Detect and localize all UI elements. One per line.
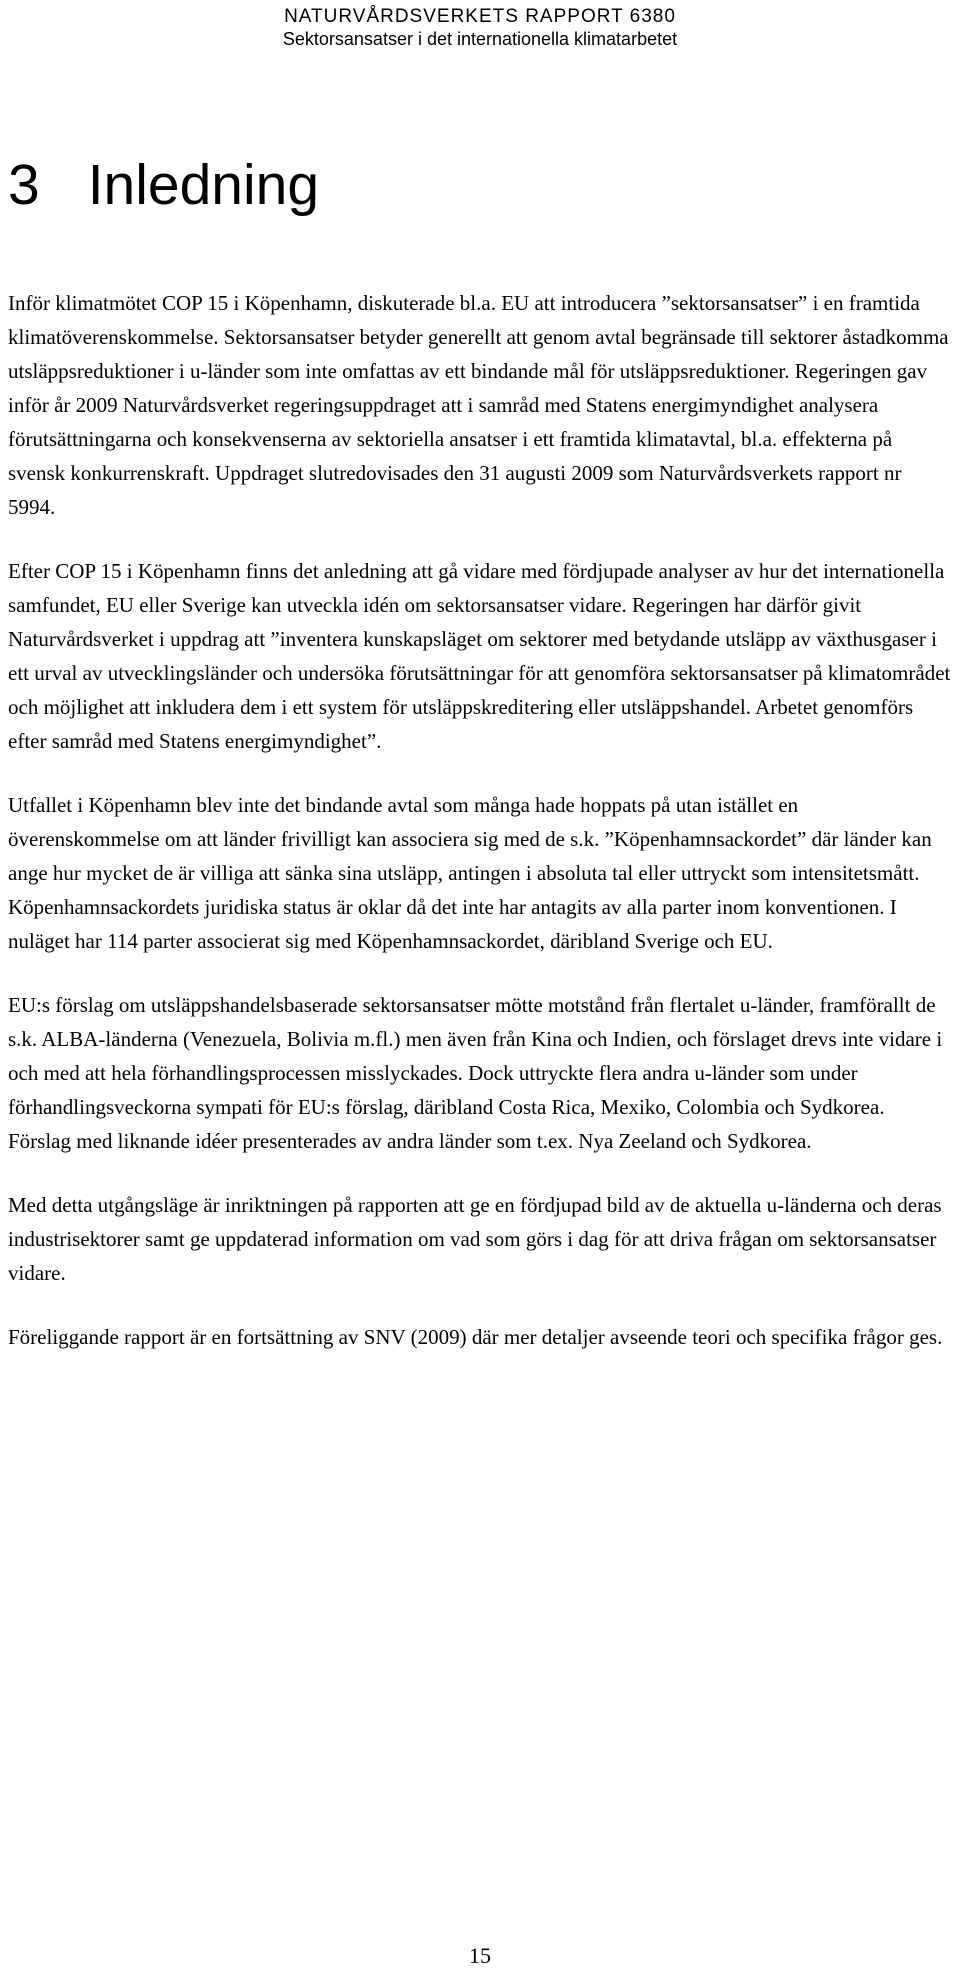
report-series-title: NATURVÅRDSVERKETS RAPPORT 6380: [284, 6, 676, 27]
page-number: 15: [469, 1943, 491, 1968]
chapter-body: [8, 286, 952, 1384]
paragraph: Efter COP 15 i Köpenhamn finns det anledning att gå vidare med fördjupade analyser av hur det internationella samfundet, EU eller Sverige kan utveckla idén om sektorsansatser vidare. Regeringen har därför givit Naturvårdsverket i uppdrag att ”inventera kunskapsläget om sektorer med betydande utsläpp av växthusgaser i ett urval av utvecklingsländer och undersöka förutsättningar för att genomföra sektorsansatser på klimatområdet och möjlighet att inkludera dem i ett system för utsläppskreditering eller utsläppshandel. Arbetet genomförs efter samråd med Statens energimyndighet”.: [8, 559, 951, 753]
report-title: Sektorsansatser i det internationella klimatarbetet: [282, 29, 678, 49]
paragraph: Föreliggande rapport är en fortsättning av SNV (2009) där mer detaljer avseende teori och specifika frågor ges.: [8, 1325, 943, 1349]
chapter-heading: [8, 150, 319, 220]
paragraph: Utfallet i Köpenhamn blev inte det bindande avtal som många hade hoppats på utan istället en överenskommelse om att länder frivilligt kan associera sig med de s.k. ”Köpenhamnsackordet” där länder kan ange hur mycket de är villiga att sänka sina utsläpp, antingen i absoluta tal eller uttryckt som intensitetsmått. Köpenhamnsackordets juridiska status är oklar då det inte har antagits av alla parter inom konventionen. I nuläget har 114 parter associerat sig med Köpenhamnsackordet, däribland Sverige och EU.: [8, 793, 932, 953]
paragraph: EU:s förslag om utsläppshandelsbaserade sektorsansatser mötte motstånd från flertalet u-länder, framförallt de s.k. ALBA-länderna (Venezuela, Bolivia m.fl.) men även från Kina och Indien, och förslaget drevs inte vidare i och med att hela förhandlingsprocessen misslyckades. Dock uttryckte flera andra u-länder som under förhandlingsveckorna sympati för EU:s förslag, däribland Costa Rica, Mexiko, Colombia och Sydkorea. Förslag med liknande idéer presenterades av andra länder som t.ex. Nya Zeeland och Sydkorea.: [8, 993, 943, 1153]
paragraph: Med detta utgångsläge är inriktningen på rapporten att ge en fördjupad bild av de aktuella u-länderna och deras industrisektorer samt ge uppdaterad information om vad som görs i dag för att driva frågan om sektorsansatser vidare.: [8, 1193, 942, 1285]
running-header: [0, 6, 960, 50]
chapter-number: 3: [8, 153, 40, 217]
paragraph: Inför klimatmötet COP 15 i Köpenhamn, diskuterade bl.a. EU att introducera ”sektorsansatser” i en framtida klimatöverenskommelse. Sektorsansatser betyder generellt att genom avtal begränsade till sektorer åstadkomma utsläppsreduktioner i u-länder som inte omfattas av ett bindande mål för utsläppsreduktioner. Regeringen gav inför år 2009 Naturvårdsverket regeringsuppdraget att i samråd med Statens energimyndighet analysera förutsättningarna och konsekvenserna av sektoriella ansatser i ett framtida klimatavtal, bl.a. effekterna på svensk konkurrenskraft. Uppdraget slutredovisades den 31 augusti 2009 som Naturvårdsverkets rapport nr 5994.: [8, 291, 949, 519]
chapter-title: Inledning: [87, 153, 320, 217]
